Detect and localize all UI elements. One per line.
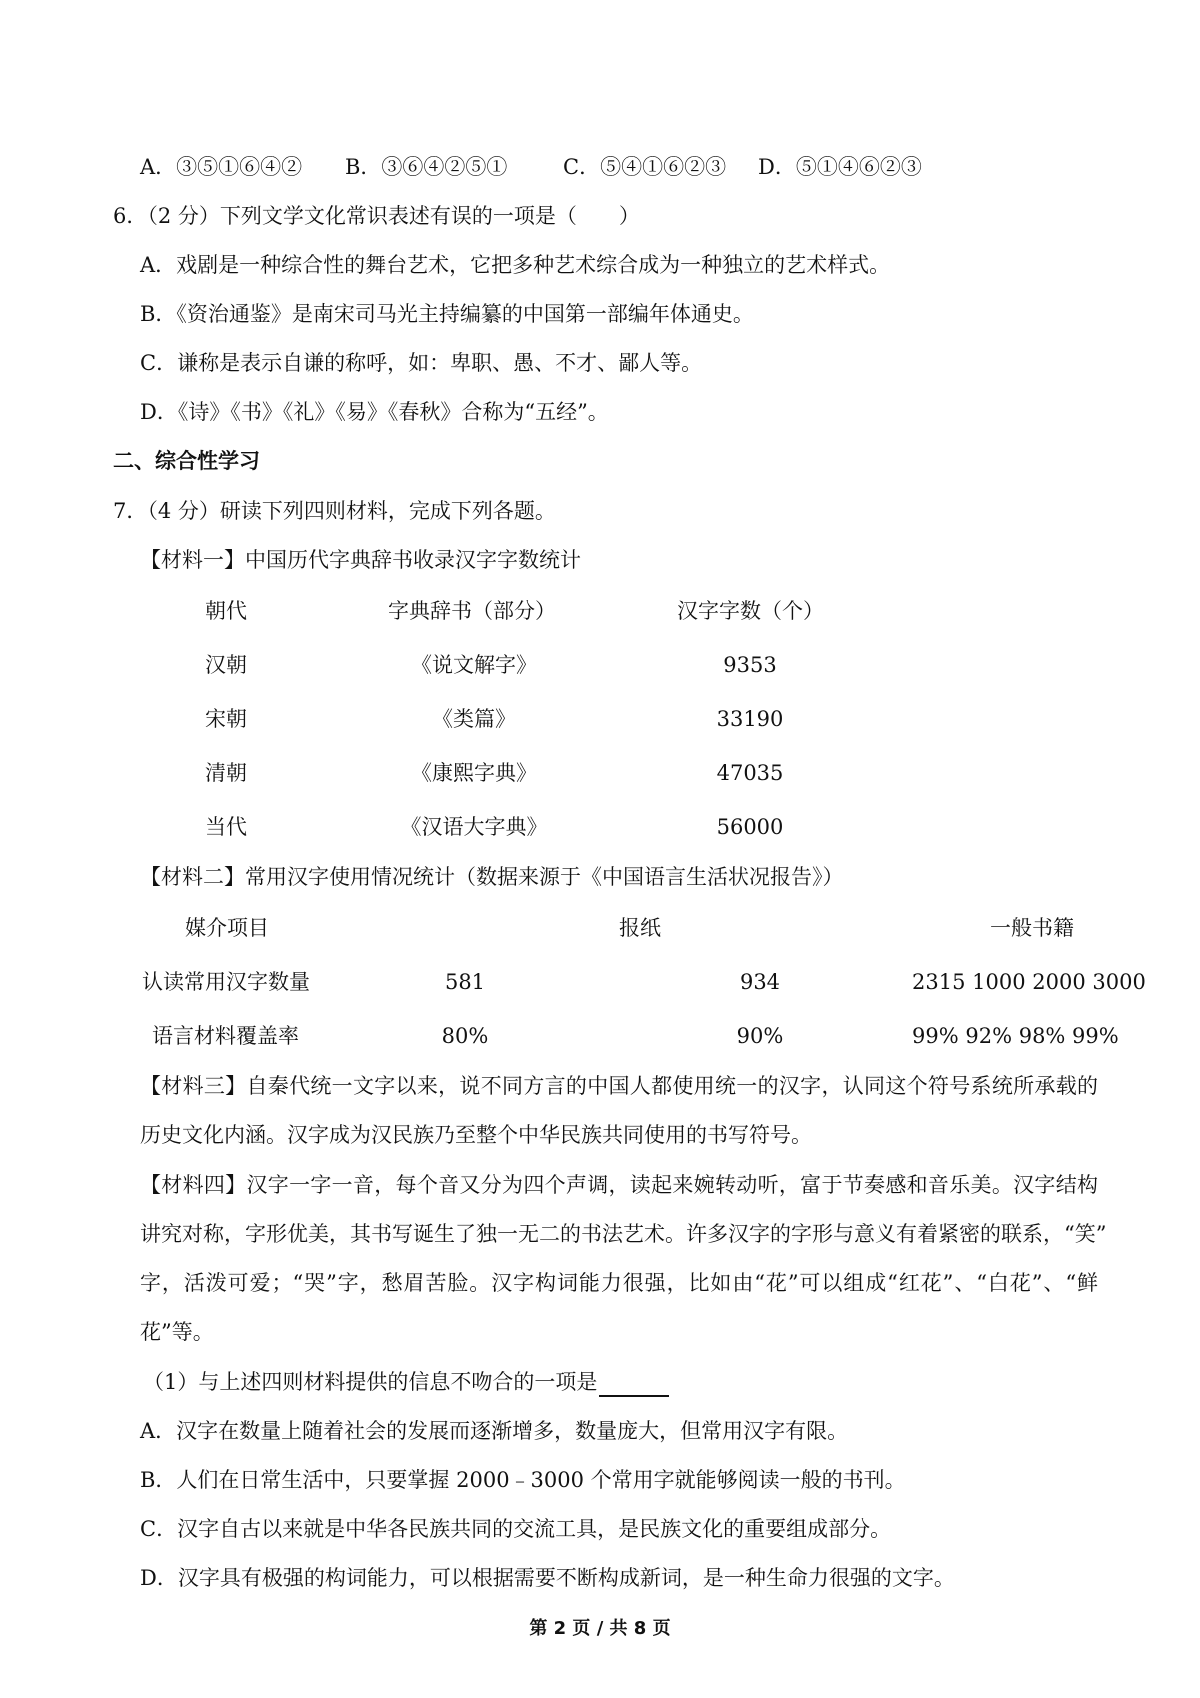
sub1-option-c: C．汉字自古以来就是中华各民族共同的交流工具，是民族文化的重要组成部分。 (140, 1517, 892, 1541)
page-footer: 第 2 页 / 共 8 页 (529, 1618, 671, 1639)
value-cell: 581 (444, 970, 486, 994)
dynasty-cell: 汉朝 (205, 653, 247, 677)
material4-line-3: 字，活泼可爱；“哭”字，愁眉苦脸。汉字构词能力很强，比如由“花”可以组成“红花”、“白花”、“鲜 (140, 1271, 1098, 1295)
section-title: 二、综合性学习 (113, 449, 260, 473)
q7-stem: 7．（4 分）研读下列四则材料，完成下列各题。 (113, 499, 556, 523)
dictionary-cell: 《说文解字》 (411, 653, 537, 677)
dynasty-cell: 宋朝 (205, 707, 247, 731)
sub1-option-b: B．人们在日常生活中，只要掌握 2000﹣3000 个常用字就能够阅读一般的书刊。 (140, 1468, 906, 1492)
dynasty-cell: 清朝 (205, 761, 247, 785)
count-cell: 9353 (723, 653, 777, 677)
sub1-option-d: D．汉字具有极强的构词能力，可以根据需要不断构成新词，是一种生命力很强的文字。 (140, 1566, 955, 1590)
q6-stem: 6．（2 分）下列文学文化常识表述有误的一项是（ ） (113, 204, 640, 228)
answer-blank[interactable] (599, 1373, 669, 1397)
sub1-stem-text: （1）与上述四则材料提供的信息不吻合的一项是 (143, 1370, 598, 1394)
material1-header-count: 汉字字数（个） (677, 599, 824, 623)
count-cell: 56000 (716, 815, 784, 839)
value-cell: 934 (739, 970, 781, 994)
q6-option-b: B．《资治通鉴》是南宋司马光主持编纂的中国第一部编年体通史。 (140, 302, 754, 326)
q6-option-a: A．戏剧是一种综合性的舞台艺术，它把多种艺术综合成为一种独立的艺术样式。 (140, 253, 891, 277)
dictionary-cell: 《康熙字典》 (411, 761, 537, 785)
q6-option-c: C．谦称是表示自谦的称呼，如：卑职、愚、不才、鄙人等。 (140, 351, 703, 375)
count-cell: 47035 (716, 761, 784, 785)
value-cell: 80% (441, 1024, 489, 1048)
row-label-cell: 语言材料覆盖率 (152, 1024, 299, 1048)
material4-line-4: 花”等。 (140, 1320, 214, 1344)
material3-line-2: 历史文化内涵。汉字成为汉民族乃至整个中华民族共同使用的书写符号。 (140, 1123, 812, 1147)
material4-line-2: 讲究对称，字形优美，其书写诞生了独一无二的书法艺术。许多汉字的字形与意义有着紧密的联系，“笑” (140, 1222, 1107, 1246)
material4-line-1: 【材料四】汉字一字一音，每个音又分为四个声调，读起来婉转动听，富于节奏感和音乐美。汉字结构 (140, 1173, 1098, 1197)
value-cell: 99% 92% 98% 99% (912, 1024, 1119, 1048)
material1-title: 【材料一】中国历代字典辞书收录汉字字数统计 (140, 548, 581, 572)
q5-option-a: A．③⑤①⑥④② (140, 155, 303, 179)
sub1-stem (143, 1367, 669, 1397)
q5-option-d: D．⑤①④⑥②③ (758, 155, 922, 179)
row-label-cell: 认读常用汉字数量 (142, 970, 310, 994)
q6-option-d: D．《诗》《书》《礼》《易》《春秋》合称为“五经”。 (140, 400, 609, 424)
material1-header-dynasty: 朝代 (205, 599, 247, 623)
count-cell: 33190 (716, 707, 784, 731)
material2-header-books: 一般书籍 (990, 916, 1074, 940)
material3-line-1: 【材料三】自秦代统一文字以来，说不同方言的中国人都使用统一的汉字，认同这个符号系统所承载的 (140, 1074, 1098, 1098)
material1-header-dictionary: 字典辞书（部分） (388, 599, 556, 623)
value-cell: 2315 1000 2000 3000 (912, 970, 1146, 994)
dynasty-cell: 当代 (205, 815, 247, 839)
dictionary-cell: 《汉语大字典》 (400, 815, 548, 839)
material2-header-newspaper: 报纸 (619, 916, 661, 940)
dictionary-cell: 《类篇》 (432, 707, 516, 731)
material2-header-media: 媒介项目 (185, 916, 269, 940)
sub1-option-a: A．汉字在数量上随着社会的发展而逐渐增多，数量庞大，但常用汉字有限。 (140, 1419, 849, 1443)
value-cell: 90% (736, 1024, 784, 1048)
material2-title: 【材料二】常用汉字使用情况统计（数据来源于《中国语言生活状况报告》） (140, 865, 844, 889)
q5-option-b: B．③⑥④②⑤① (345, 155, 508, 179)
q5-option-c: C．⑤④①⑥②③ (563, 155, 727, 179)
